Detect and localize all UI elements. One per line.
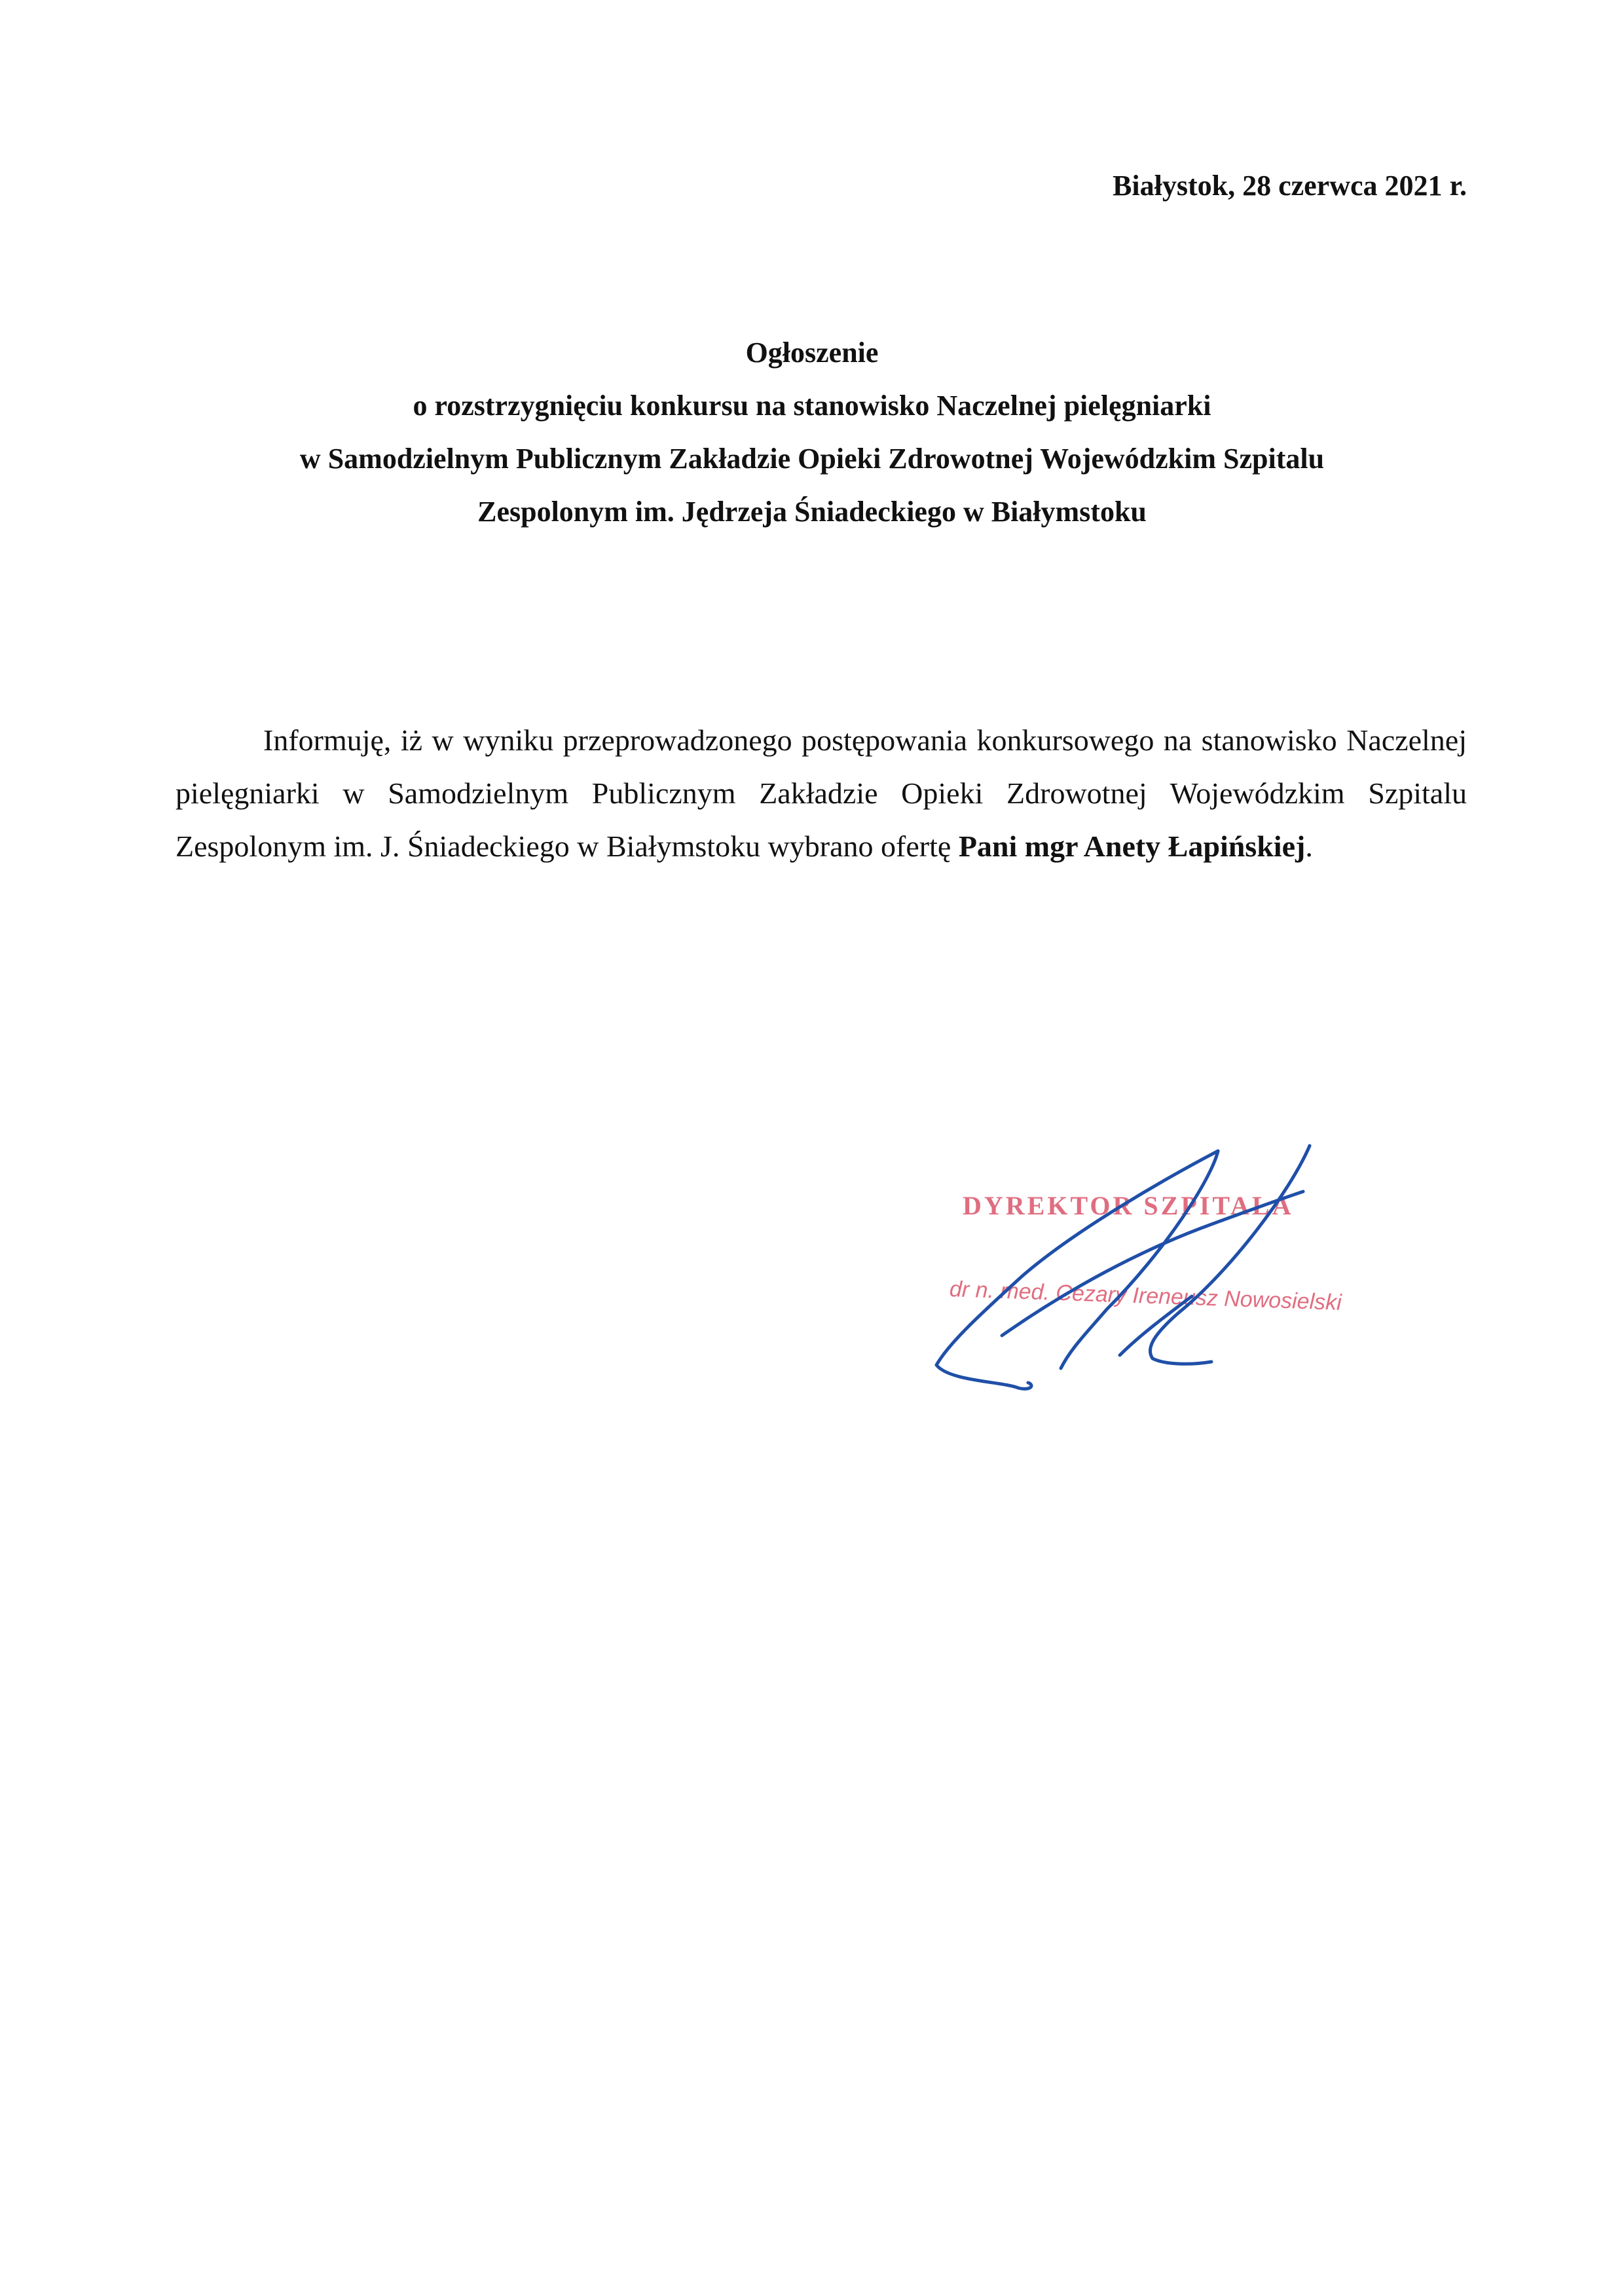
- signature-stroke-4: [1002, 1192, 1303, 1336]
- selected-candidate: Pani mgr Anety Łapińskiej: [958, 829, 1306, 863]
- signature-stroke-3: [1150, 1146, 1310, 1364]
- signature-stroke-1: [936, 1151, 1218, 1389]
- body-paragraph-text: Informuję, iż w wyniku przeprowadzonego postępowania konkursowego na stanowisko Naczelnej pielęgniarki w Samodzielnym Publicznym Zakładzie Opieki Zdrowotnej Wojewódzkim Szpitalu Zespolonym im. J. Śniadeckiego w Białymstoku wybrano ofertę: [175, 723, 1467, 863]
- stamp-title: DYREKTOR SZPITALA: [963, 1191, 1294, 1220]
- heading-subject-line: o rozstrzygnięciu konkursu na stanowisko Naczelnej pielęgniarki: [413, 390, 1211, 422]
- stamp-name: dr n. med. Cezary Ireneusz Nowosielski: [949, 1277, 1342, 1315]
- body-end-punctuation: .: [1305, 829, 1313, 863]
- announcement-heading: [157, 326, 1467, 538]
- signature-stroke-5: [1120, 1296, 1192, 1355]
- handwritten-signature: [904, 1139, 1375, 1401]
- heading-title: Ogłoszenie: [745, 337, 879, 369]
- date-line: Białystok, 28 czerwca 2021 r.: [1113, 170, 1467, 202]
- heading-institution-line: w Samodzielnym Publicznym Zakładzie Opieki Zdrowotnej Wojewódzkim Szpitalu: [299, 443, 1325, 475]
- heading-institution-name-line: Zespolonym im. Jędrzeja Śniadeckiego w Białymstoku: [477, 496, 1147, 528]
- announcement-body: [175, 714, 1467, 873]
